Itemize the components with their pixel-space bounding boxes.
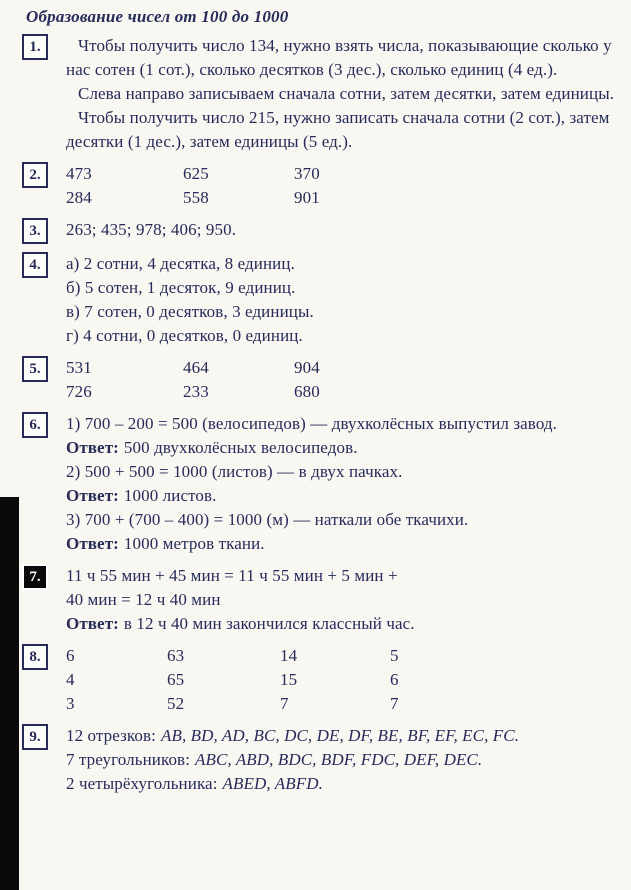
exercise-item-4 <box>20 252 621 348</box>
item-content <box>66 724 621 796</box>
exercise-item-1 <box>20 34 621 154</box>
answer-line: а) 2 сотни, 4 десятка, 8 единиц. <box>66 254 295 273</box>
answer-line: в) 7 сотен, 0 десятков, 3 единицы. <box>66 302 314 321</box>
grid-cell: 7 <box>280 694 289 713</box>
grid-cell: 15 <box>280 670 298 689</box>
solution-line <box>66 436 621 460</box>
grid-cell: 531 <box>66 358 92 377</box>
answer-label: Ответ: <box>66 534 119 553</box>
item-content <box>66 252 621 348</box>
quadrilaterals-label: 2 четырёхугольника: <box>66 774 218 793</box>
solution-text: 2) 500 + 500 = 1000 (листов) — в двух пачках. <box>66 462 403 481</box>
grid-cell: 625 <box>183 164 209 183</box>
paragraph: Слева направо записываем сначала сотни, затем десятки, затем единицы. <box>78 84 615 103</box>
item-number-box: 9. <box>22 724 48 750</box>
exercise-item-7 <box>20 564 621 636</box>
item-number-box: 8. <box>22 644 48 670</box>
solution-text: в 12 ч 40 мин закончился классный час. <box>123 614 415 633</box>
solution-line <box>66 612 621 636</box>
number-grid <box>66 644 621 716</box>
grid-cell: 370 <box>294 164 320 183</box>
solution-text: 500 двухколёсных велосипедов. <box>123 438 358 457</box>
grid-cell: 14 <box>280 646 298 665</box>
grid-cell: 233 <box>183 382 209 401</box>
segments-label: 12 отрезков: <box>66 726 156 745</box>
grid-cell: 4 <box>66 670 75 689</box>
grid-cell: 65 <box>167 670 185 689</box>
item-content <box>66 412 621 556</box>
solution-line <box>66 412 621 436</box>
item-number-box: 7. <box>22 564 48 590</box>
item-content <box>66 644 621 716</box>
grid-cell: 558 <box>183 188 209 207</box>
answer-line: 263; 435; 978; 406; 950. <box>66 220 237 239</box>
segments-letters: AB, BD, AD, BC, DC, DE, DF, BE, BF, EF, EC, FC. <box>160 726 520 745</box>
item-content <box>66 218 621 242</box>
triangles-label: 7 треугольников: <box>66 750 191 769</box>
paragraph: Чтобы получить число 215, нужно записать сначала сотни (2 сот.), затем десятки (1 дес.), затем единицы (5 ед.). <box>66 108 610 151</box>
triangles-letters: ABC, ABD, BDC, BDF, FDC, DEF, DEC. <box>195 750 483 769</box>
solution-line <box>66 564 621 588</box>
exercise-item-5 <box>20 356 621 404</box>
item-number-box: 2. <box>22 162 48 188</box>
solution-line <box>66 588 621 612</box>
exercise-item-3 <box>20 218 621 244</box>
solution-text: 1000 листов. <box>123 486 217 505</box>
page-title: Образование чисел от 100 до 1000 <box>26 7 289 26</box>
solution-line <box>66 508 621 532</box>
answer-label: Ответ: <box>66 438 119 457</box>
grid-cell: 7 <box>390 694 399 713</box>
triangles-line <box>66 748 621 772</box>
grid-cell: 5 <box>390 646 399 665</box>
grid-cell: 473 <box>66 164 92 183</box>
exercise-item-6 <box>20 412 621 556</box>
item-number-box: 1. <box>22 34 48 60</box>
scan-gutter-shadow <box>0 497 19 890</box>
grid-cell: 52 <box>167 694 185 713</box>
segments-line <box>66 724 621 748</box>
exercise-item-2 <box>20 162 621 210</box>
grid-cell: 904 <box>294 358 320 377</box>
grid-cell: 3 <box>66 694 75 713</box>
grid-cell: 284 <box>66 188 92 207</box>
item-content <box>66 356 621 404</box>
answer-label: Ответ: <box>66 614 119 633</box>
paragraph: Чтобы получить число 134, нужно взять числа, показывающие сколько у нас сотен (1 сот.), сколько десятков (3 дес.), сколько единиц (4 ед.). <box>66 36 612 79</box>
solution-text: 1) 700 – 200 = 500 (велосипедов) — двухколёсных выпустил завод. <box>66 414 558 433</box>
solution-text: 11 ч 55 мин + 45 мин = 11 ч 55 мин + 5 мин + <box>66 566 398 585</box>
answer-line: г) 4 сотни, 0 десятков, 0 единиц. <box>66 326 303 345</box>
item-number-box: 5. <box>22 356 48 382</box>
solution-text: 3) 700 + (700 – 400) = 1000 (м) — наткали обе ткачихи. <box>66 510 469 529</box>
grid-cell: 680 <box>294 382 320 401</box>
grid-cell: 63 <box>167 646 185 665</box>
solution-line <box>66 532 621 556</box>
grid-cell: 464 <box>183 358 209 377</box>
grid-cell: 726 <box>66 382 92 401</box>
item-content <box>66 564 621 636</box>
grid-cell: 6 <box>66 646 75 665</box>
grid-cell: 6 <box>390 670 399 689</box>
grid-cell: 901 <box>294 188 320 207</box>
solution-line <box>66 460 621 484</box>
exercise-item-9 <box>20 724 621 796</box>
item-content <box>66 34 621 154</box>
number-grid <box>66 162 621 210</box>
number-grid <box>66 356 621 404</box>
item-number-box: 6. <box>22 412 48 438</box>
quadrilaterals-line <box>66 772 621 796</box>
answer-label: Ответ: <box>66 486 119 505</box>
item-content <box>66 162 621 210</box>
solution-line <box>66 484 621 508</box>
quadrilaterals-letters: ABED, ABFD. <box>222 774 323 793</box>
answer-line: б) 5 сотен, 1 десяток, 9 единиц. <box>66 278 296 297</box>
exercise-item-8 <box>20 644 621 716</box>
item-number-box: 3. <box>22 218 48 244</box>
solution-text: 40 мин = 12 ч 40 мин <box>66 590 221 609</box>
solution-text: 1000 метров ткани. <box>123 534 265 553</box>
item-number-box: 4. <box>22 252 48 278</box>
